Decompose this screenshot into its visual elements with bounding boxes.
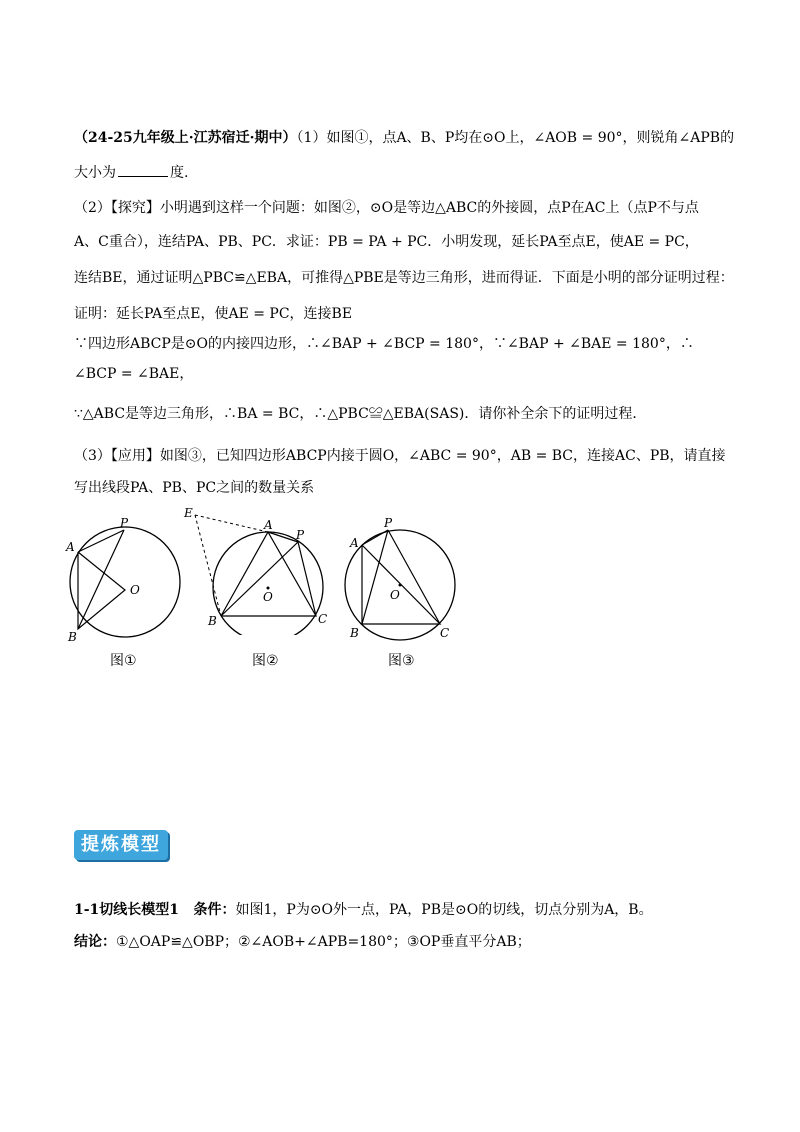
conclusion-text: ①△OAP≌△OBP；②∠AOB+∠APB=180°；③OP垂直平分AB； bbox=[116, 934, 531, 950]
problem-line-7: ∵四边形ABCP是⊙O的内接四边形，∴∠BAP + ∠BCP = 180°，∵∠BAP + ∠BAE = 180°，∴ bbox=[74, 336, 694, 352]
model-line bbox=[74, 900, 653, 920]
fig2-label-c: C bbox=[318, 612, 328, 626]
fig1-label-p: P bbox=[120, 516, 129, 530]
fig2-label-o: O bbox=[263, 590, 273, 604]
fig3-label-o: O bbox=[390, 588, 400, 602]
fig1-label-o: O bbox=[130, 583, 140, 597]
section-badge: 提炼模型 bbox=[74, 830, 168, 860]
fig1-label-b: B bbox=[68, 630, 77, 644]
conclusion-line bbox=[74, 932, 531, 952]
fig3-label-c: C bbox=[440, 626, 450, 640]
figure-2-caption: 图② bbox=[252, 653, 279, 669]
problem-line-11: 写出线段PA、PB、PC之间的数量关系 bbox=[74, 480, 315, 496]
problem-part1-text: （1）如图①，点A、B、P均在⊙O上，∠AOB = 90°，则锐角∠APB的 bbox=[296, 130, 735, 146]
fig2-label-p: P bbox=[296, 528, 305, 542]
problem-line-4: A、C重合），连结PA、PB、PC．求证：PB = PA + PC．小明发现，延长PA至点E，使AE = PC， bbox=[74, 234, 699, 250]
fig2-label-a: A bbox=[264, 518, 273, 532]
answer-prefix: 大小为 bbox=[74, 165, 116, 181]
answer-blank[interactable] bbox=[118, 162, 168, 177]
problem-source: （24-25九年级上·江苏宿迁·期中） bbox=[74, 130, 297, 146]
problem-line-10: （3）【应用】如图③，已知四边形ABCP内接于圆O，∠ABC = 90°，AB = BC，连接AC、PB，请直接 bbox=[74, 448, 726, 464]
figure-1-diagram bbox=[62, 515, 192, 645]
fig2-label-b: B bbox=[208, 614, 217, 628]
fig2-label-e: E bbox=[184, 506, 193, 520]
fig1-label-a: A bbox=[66, 540, 75, 554]
fig3-label-a: A bbox=[350, 536, 359, 550]
fig3-label-b: B bbox=[350, 626, 359, 640]
problem-line-3: （2）【探究】小明遇到这样一个问题：如图②，⊙O是等边△ABC的外接圆，点P在AC上（点P不与点 bbox=[74, 200, 699, 216]
problem-line-2 bbox=[74, 162, 188, 183]
problem-line-6: 证明：延长PA至点E，使AE = PC，连接BE bbox=[74, 306, 353, 322]
problem-line-1 bbox=[74, 128, 734, 148]
answer-suffix: 度. bbox=[170, 165, 189, 181]
fig3-label-p: P bbox=[384, 516, 393, 530]
figure-2-diagram bbox=[182, 505, 342, 635]
problem-line-5: 连结BE，通过证明△PBC≌△EBA，可推得△PBE是等边三角形，进而得证．下面是小明的部分证明过程： bbox=[74, 270, 734, 286]
problem-line-8: ∠BCP = ∠BAE， bbox=[74, 366, 194, 382]
figure-1-caption: 图① bbox=[110, 653, 137, 669]
condition-label: 条件： bbox=[193, 902, 236, 918]
conclusion-label: 结论： bbox=[74, 934, 116, 950]
model-title: 1-1切线长模型1 bbox=[74, 902, 180, 918]
condition-text: 如图1，P为⊙O外一点，PA，PB是⊙O的切线，切点分别为A，B。 bbox=[235, 902, 653, 918]
figure-3-diagram bbox=[342, 515, 472, 645]
figure-3-caption: 图③ bbox=[388, 653, 415, 669]
problem-line-9: ∵△ABC是等边三角形，∴BA = BC，∴△PBC≌△EBA(SAS)．请你补全余下的证明过程． bbox=[74, 406, 647, 422]
